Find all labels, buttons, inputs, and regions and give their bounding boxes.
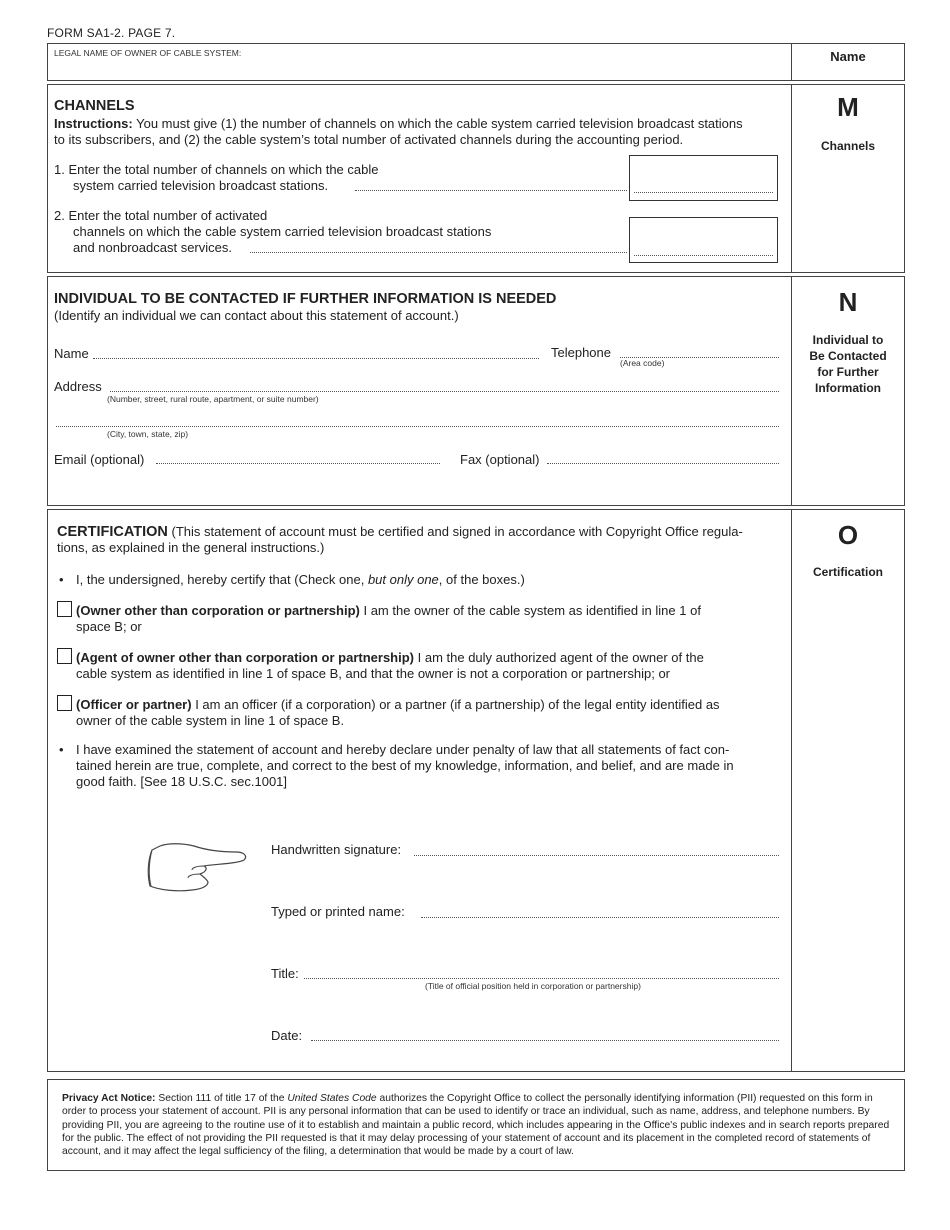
bullet-dot: • xyxy=(59,572,64,587)
owner-name-input[interactable] xyxy=(52,60,787,78)
declaration-line1: I have examined the statement of account and hereby declare under penalty of law that all statements of fact con- xyxy=(76,742,730,757)
certify-instruction-em: but only one xyxy=(367,572,439,587)
certification-divider xyxy=(791,510,792,1072)
channels-item-1 xyxy=(54,162,378,194)
activated-channels-line xyxy=(634,255,773,256)
owner-name-label: LEGAL NAME OF OWNER OF CABLE SYSTEM: xyxy=(54,48,242,58)
typed-name-input[interactable] xyxy=(421,917,779,918)
side-label-contact-4: Information xyxy=(815,381,881,395)
typed-name-label: Typed or printed name: xyxy=(271,904,405,919)
item2-line2: channels on which the cable system carried television broadcast stations xyxy=(73,224,492,239)
signature-label: Handwritten signature: xyxy=(271,842,402,857)
broadcast-channels-input[interactable] xyxy=(629,155,778,201)
item2-line1: 2. Enter the total number of activated xyxy=(54,208,268,223)
item1-line2: system carried television broadcast stations. xyxy=(73,178,329,193)
owner-option-line2: space B; or xyxy=(76,619,142,634)
channels-item-2 xyxy=(54,208,491,256)
certification-intro-line2: tions, as explained in the general instructions.) xyxy=(57,540,325,555)
item2-line3: and nonbroadcast services. xyxy=(73,240,232,255)
agent-checkbox[interactable] xyxy=(57,648,72,664)
declaration-line2: tained herein are true, complete, and correct to the best of my knowledge, information, and belief, and are made in xyxy=(76,758,734,773)
channels-title: CHANNELS xyxy=(54,98,135,114)
title-hint: (Title of official position held in corporation or partnership) xyxy=(425,981,641,991)
address-input[interactable] xyxy=(110,391,779,392)
official-title-input[interactable] xyxy=(304,978,779,979)
side-label-channels: Channels xyxy=(820,139,875,153)
side-label-certification: Certification xyxy=(812,565,883,579)
item1-leader xyxy=(355,190,627,191)
owner-option-line1: I am the owner of the cable system as identified in line 1 of xyxy=(359,603,701,618)
privacy-text-em: United States Code xyxy=(287,1093,377,1104)
side-label-name: Name xyxy=(830,49,866,64)
side-label-contact-1: Individual to xyxy=(812,333,884,347)
officer-option-line1: I am an officer (if a corporation) or a partner (if a partnership) of the legal entity identified as xyxy=(191,697,720,712)
email-label: Email (optional) xyxy=(54,452,145,467)
fax-label: Fax (optional) xyxy=(460,452,540,467)
owner-option-bold: (Owner other than corporation or partnership) xyxy=(76,603,360,618)
area-code-hint: (Area code) xyxy=(620,358,665,368)
activated-channels-input[interactable] xyxy=(629,217,778,263)
officer-option-bold: (Officer or partner) xyxy=(76,697,192,712)
owner-option xyxy=(76,603,788,635)
privacy-notice xyxy=(47,1079,905,1171)
instructions-line2: to its subscribers, and (2) the cable system’s total number of activated channels during the accounting period. xyxy=(54,132,684,147)
item2-leader xyxy=(250,252,627,253)
agent-option xyxy=(76,650,788,682)
form-header: FORM SA1-2. PAGE 7. xyxy=(47,26,176,40)
certify-instruction xyxy=(76,572,525,588)
side-label-contact-2: Be Contacted xyxy=(809,349,887,363)
section-letter-o: O xyxy=(837,520,859,550)
section-letter-n: N xyxy=(838,287,858,317)
certify-instruction-a: I, the undersigned, hereby certify that (Check one, xyxy=(76,572,368,587)
broadcast-channels-line xyxy=(634,192,773,193)
address-label: Address xyxy=(54,379,102,394)
owner-checkbox[interactable] xyxy=(57,601,72,617)
privacy-text-b: authorizes the Copyright Office to collect the personally identifying information (PII) requested on this form in order to process your statement of account. PII is any personal information that can be used to identify or trace an individual, such as name, address, and telephone numbers. By providing PII, you are agreeing to the routine use of it to establish and maintain a public record, which includes appearing in the Office's public indexes and in search reports prepared for the public. The effect of not providing the PII requested is that it may delay processing of your statement of account and its placement in the completed record of statements of account, and it may affect the legal sufficiency of the filing, a determination that would be made by a court of law. xyxy=(62,1093,890,1158)
certification-intro xyxy=(57,524,789,556)
instructions-lead: Instructions: xyxy=(54,116,133,131)
city-hint: (City, town, state, zip) xyxy=(107,429,189,439)
agent-option-bold: (Agent of owner other than corporation or partnership) xyxy=(76,650,414,665)
bullet-dot: • xyxy=(59,742,64,757)
contact-name-input[interactable] xyxy=(93,358,539,359)
agent-option-line2: cable system as identified in line 1 of space B, and that the owner is not a corporation or partnership; or xyxy=(76,666,671,681)
agent-option-line1: I am the duly authorized agent of the owner of the xyxy=(414,650,704,665)
email-input[interactable] xyxy=(156,463,440,464)
section-letter-m: M xyxy=(837,92,859,122)
address-hint: (Number, street, rural route, apartment, or suite number) xyxy=(107,394,319,404)
fax-input[interactable] xyxy=(547,463,779,464)
declaration xyxy=(76,742,788,790)
contact-title: INDIVIDUAL TO BE CONTACTED IF FURTHER INFORMATION IS NEEDED xyxy=(54,291,557,307)
date-input[interactable] xyxy=(311,1040,779,1041)
privacy-lead: Privacy Act Notice: xyxy=(62,1093,156,1104)
instructions-line1: You must give (1) the number of channels on which the cable system carried television broadcast stations xyxy=(132,116,743,131)
item1-line1: 1. Enter the total number of channels on which the cable xyxy=(54,162,379,177)
date-label: Date: xyxy=(271,1028,303,1043)
signature-input[interactable] xyxy=(414,855,779,856)
telephone-label: Telephone xyxy=(551,345,611,360)
name-label: Name xyxy=(54,346,89,361)
title-label: Title: xyxy=(271,966,299,981)
officer-option xyxy=(76,697,788,729)
privacy-text-a: Section 111 of title 17 of the xyxy=(155,1093,288,1104)
certification-intro-line1: (This statement of account must be certified and signed in accordance with Copyright Office regula- xyxy=(167,524,743,539)
certify-instruction-b: , of the boxes.) xyxy=(438,572,525,587)
channels-instructions xyxy=(54,116,789,148)
declaration-line3: good faith. [See 18 U.S.C. sec.1001] xyxy=(76,774,288,789)
officer-checkbox[interactable] xyxy=(57,695,72,711)
side-label-contact-3: for Further xyxy=(817,365,879,379)
contact-subtitle: (Identify an individual we can contact about this statement of account.) xyxy=(54,308,459,323)
certification-title: CERTIFICATION xyxy=(57,524,168,540)
pointing-hand-icon xyxy=(142,838,250,896)
officer-option-line2: owner of the cable system in line 1 of space B. xyxy=(76,713,345,728)
side-label-contact xyxy=(792,332,904,396)
city-input[interactable] xyxy=(56,426,779,427)
